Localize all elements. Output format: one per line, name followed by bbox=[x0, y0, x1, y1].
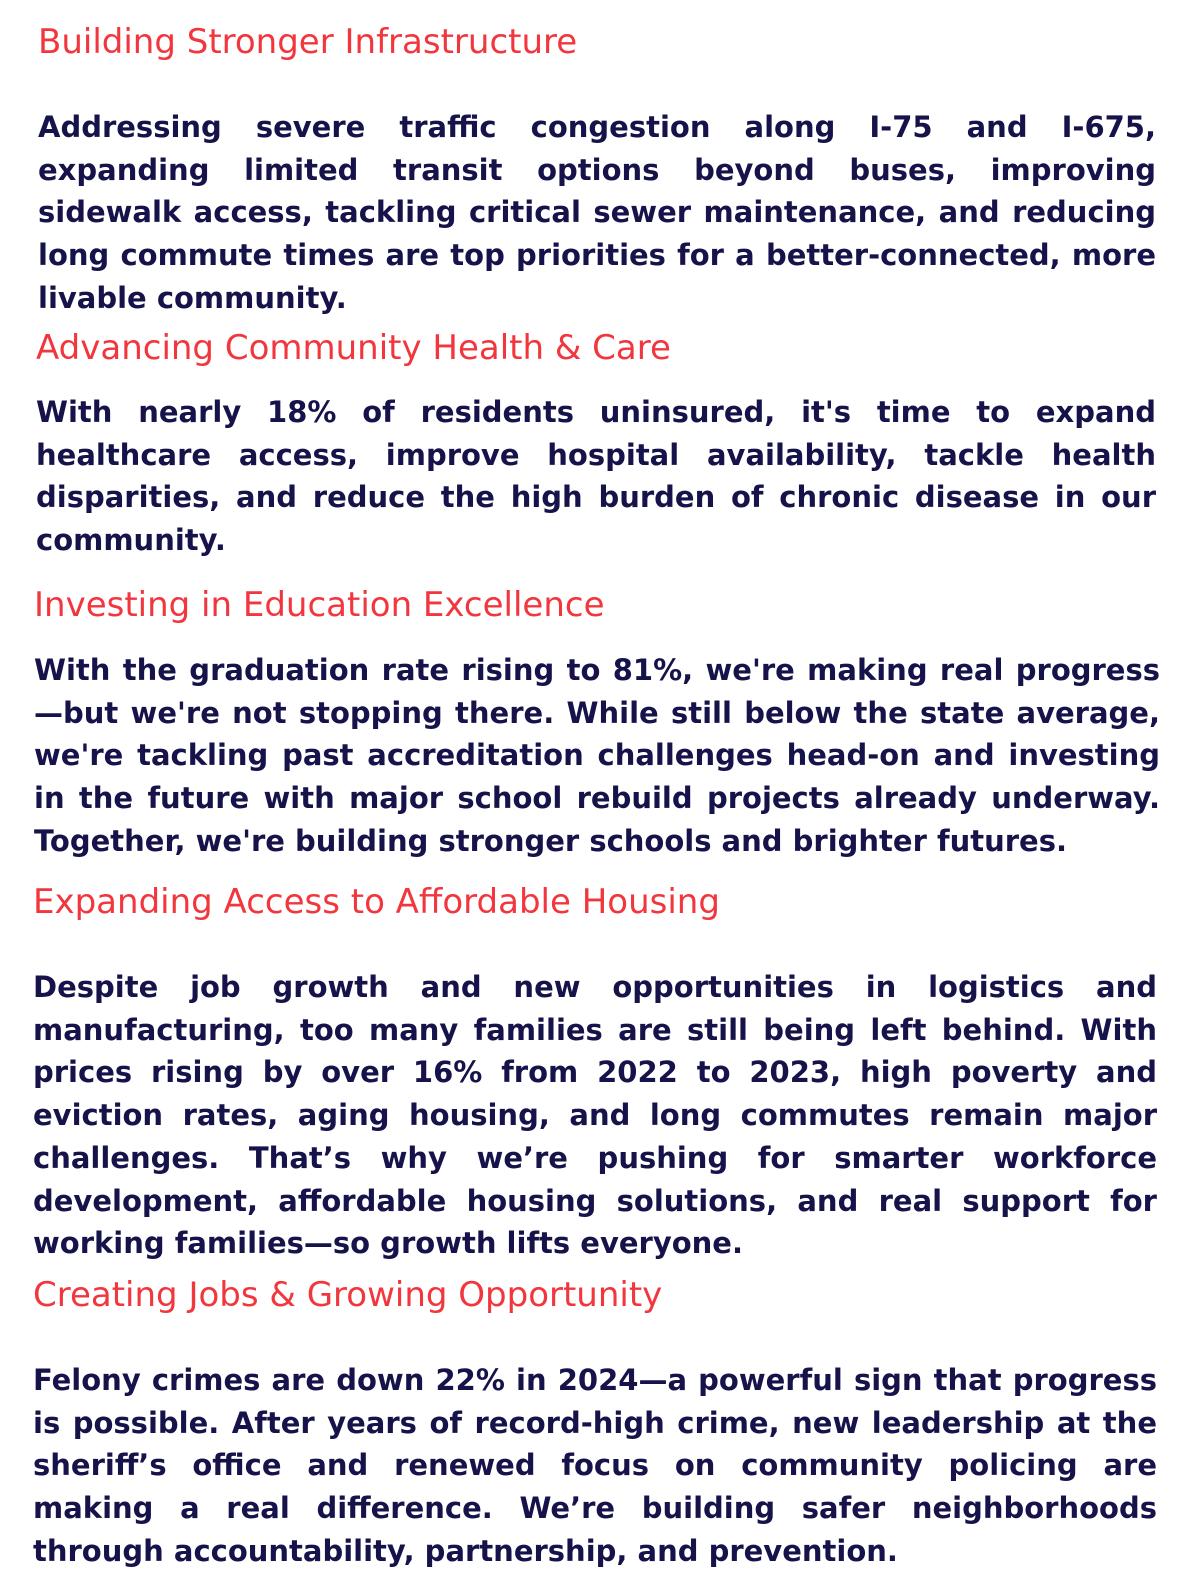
section-body: With the graduation rate rising to 81%, we're making real progress—but we're not stopping there. While still below the state average, we're tackling past accreditation challenges head-on and investing in the future with major school rebuild projects already underway. Together, we're building stronger schools and brighter futures. bbox=[34, 653, 1160, 858]
section-heading: Investing in Education Excellence bbox=[34, 585, 605, 625]
section-heading: Building Stronger Infrastructure bbox=[38, 22, 578, 62]
section-housing bbox=[33, 882, 1157, 1265]
section-infrastructure bbox=[38, 22, 1156, 320]
section-education bbox=[34, 585, 1160, 863]
section-heading: Expanding Access to Affordable Housing bbox=[33, 882, 720, 922]
section-body: Addressing severe traffic congestion along I-75 and I-675, expanding limited transit options beyond buses, improving sidewalk access, tackling critical sewer maintenance, and reducing long commute times are top priorities for a better-connected, more livable community. bbox=[38, 110, 1156, 315]
section-heading: Creating Jobs & Growing Opportunity bbox=[33, 1275, 663, 1315]
section-heading: Advancing Community Health & Care bbox=[36, 328, 671, 368]
section-jobs bbox=[33, 1275, 1157, 1573]
section-body: Felony crimes are down 22% in 2024—a powerful sign that progress is possible. After years of record-high crime, new leadership at the sheriff’s office and renewed focus on community policing are making a real difference. We’re building safer neighborhoods through accountability, partnership, and prevention. bbox=[33, 1363, 1157, 1568]
section-body: Despite job growth and new opportunities in logistics and manufacturing, too many families are still being left behind. With prices rising by over 16% from 2022 to 2023, high poverty and eviction rates, aging housing, and long commutes remain major challenges. That’s why we’re pushing for smarter workforce development, affordable housing solutions, and real support for working families—so growth lifts everyone. bbox=[33, 970, 1157, 1261]
section-health bbox=[36, 328, 1156, 562]
section-body: With nearly 18% of residents uninsured, it's time to expand healthcare access, improve hospital availability, tackle health disparities, and reduce the high burden of chronic disease in our community. bbox=[36, 395, 1156, 558]
